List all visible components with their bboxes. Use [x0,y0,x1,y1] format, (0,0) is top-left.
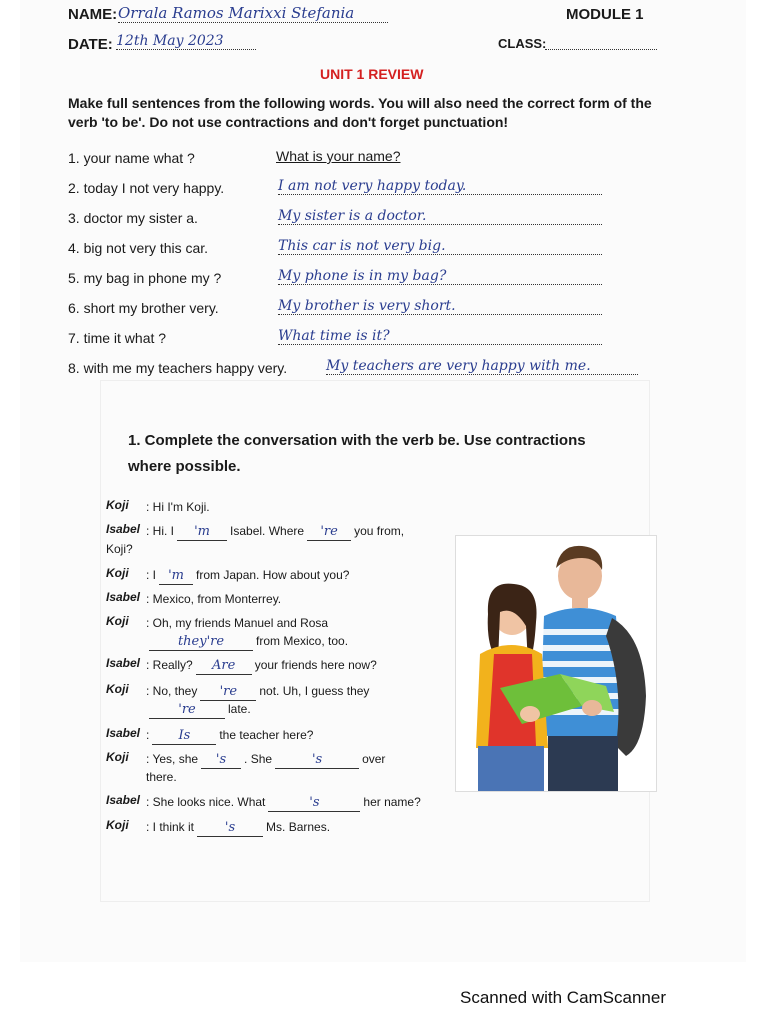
handwritten-answer: Are [212,658,236,673]
name-label: NAME: [68,6,118,23]
sentence-answer: My phone is in my bag? [278,268,602,285]
date-value: 12th May 2023 [116,33,256,50]
dialogue-phrase: from Japan. How about you? [196,568,350,582]
dialogue-phrase: Koji? [106,542,133,556]
dialogue-phrase: : Mexico, from Monterrey. [146,592,282,606]
dialogue-continuation [146,768,177,786]
answer-blank [307,522,351,541]
handwritten-answer: 'm [194,524,210,539]
students-illustration [456,536,656,791]
dialogue-phrase: from Mexico, too. [256,634,349,648]
dialogue-text [146,682,369,701]
sentence-prompt: 7. time it what ? [68,330,167,346]
dialogue-phrase: : Really? [146,658,193,672]
answer-blank [152,726,216,745]
speaker-name: Isabel [106,522,141,536]
dialogue-phrase: not. Uh, I guess they [259,684,370,698]
dialogue-phrase: : Yes, she [146,752,199,766]
dialogue-phrase: your friends here now? [254,658,377,672]
speaker-name: Koji [106,750,129,764]
sentence-prompt: 6. short my brother very. [68,300,219,316]
unit-title: UNIT 1 REVIEW [320,66,424,82]
sentence-answer: I am not very happy today. [278,178,602,195]
handwritten-answer: 're [219,684,238,699]
dialogue-text [146,522,404,541]
handwritten-answer: 's [224,820,236,835]
dialogue-continuation [146,700,251,719]
speaker-name: Koji [106,818,129,832]
dialogue-phrase: you from, [354,524,405,538]
dialogue-text [146,818,330,837]
date-label: DATE: [68,36,113,53]
answer-blank [149,632,253,651]
exercise-heading: 1. Complete the conversation with the verb be. Use contractions where possible. [128,432,586,475]
dialogue-phrase: : Hi I'm Koji. [146,500,210,514]
speaker-name: Koji [106,498,129,512]
handwritten-answer: 's [309,795,320,810]
sentence-answer: This car is not very big. [278,238,602,255]
handwritten-answer: they're [177,634,225,649]
dialogue-phrase: : No, they [146,684,198,698]
dialogue-phrase: : I [146,568,157,582]
dialogue-phrase: late. [228,702,251,716]
sentence-prompt: 1. your name what ? [68,150,195,166]
dialogue-text [146,614,328,632]
answer-blank [177,522,227,541]
dialogue-phrase: : She looks nice. What [146,795,266,809]
answer-blank [268,793,360,812]
answer-blank [200,682,256,701]
sentence-prompt: 3. doctor my sister a. [68,210,198,226]
dialogue-text [146,793,421,812]
dialogue-text [146,726,313,745]
speaker-name: Isabel [106,590,141,604]
speaker-name: Isabel [106,656,141,670]
speaker-name: Isabel [106,726,141,740]
sentence-answer: My teachers are very happy with me. [326,358,638,375]
sentence-answer: What is your name? [276,148,401,164]
dialogue-phrase: there. [146,770,177,784]
dialogue-phrase: Isabel. Where [230,524,305,538]
sentence-prompt: 8. with me my teachers happy very. [68,360,288,376]
handwritten-answer: 's [311,752,323,767]
dialogue-text [146,656,377,675]
dialogue-phrase: : I think it [146,820,195,834]
dialogue-phrase: : Hi. I [146,524,175,538]
answer-blank [149,700,225,719]
name-value: Orrala Ramos Marixxi Stefania [118,4,388,23]
dialogue-text [146,498,210,516]
dialogue-continuation [106,540,133,558]
dialogue-phrase: Ms. Barnes. [266,820,331,834]
sentence-answer: My brother is very short. [278,298,602,315]
class-label: CLASS: [498,36,547,51]
handwritten-answer: Is [178,728,191,743]
dialogue-text [146,750,385,769]
sentence-answer: My sister is a doctor. [278,208,602,225]
dialogue-continuation [146,632,348,651]
sentence-prompt: 5. my bag in phone my ? [68,270,222,286]
dialogue-phrase: : [146,728,150,742]
dialogue-phrase: : Oh, my friends Manuel and Rosa [146,616,329,630]
speaker-name: Isabel [106,793,141,807]
dialogue-phrase: her name? [363,795,421,809]
handwritten-answer: 's [215,752,227,767]
module-label: MODULE 1 [566,6,644,23]
handwritten-answer: 'm [168,568,184,583]
class-field [545,38,657,50]
sentence-answer: What time is it? [278,328,602,345]
sentence-prompt: 2. today I not very happy. [68,180,225,196]
dialogue-phrase: over [362,752,386,766]
answer-blank [159,566,193,585]
answer-blank [201,750,241,769]
handwritten-answer: 're [320,524,338,539]
speaker-name: Koji [106,614,129,628]
dialogue-text [146,590,281,608]
dialogue-phrase: . She [244,752,273,766]
students-photo [456,536,656,791]
sentence-prompt: 4. big not very this car. [68,240,209,256]
answer-blank [197,818,263,837]
handwritten-answer: 're [178,702,196,717]
dialogue-text [146,566,349,585]
answer-blank [196,656,252,675]
answer-blank [275,750,359,769]
footer-watermark: Scanned with CamScanner [460,988,667,1007]
speaker-name: Koji [106,682,129,696]
dialogue-phrase: the teacher here? [219,728,314,742]
speaker-name: Koji [106,566,129,580]
instructions: Make full sentences from the following words. You will also need the correct form of the verb 'to be'. Do not use contractions and don't forget punctuation! [68,95,652,130]
